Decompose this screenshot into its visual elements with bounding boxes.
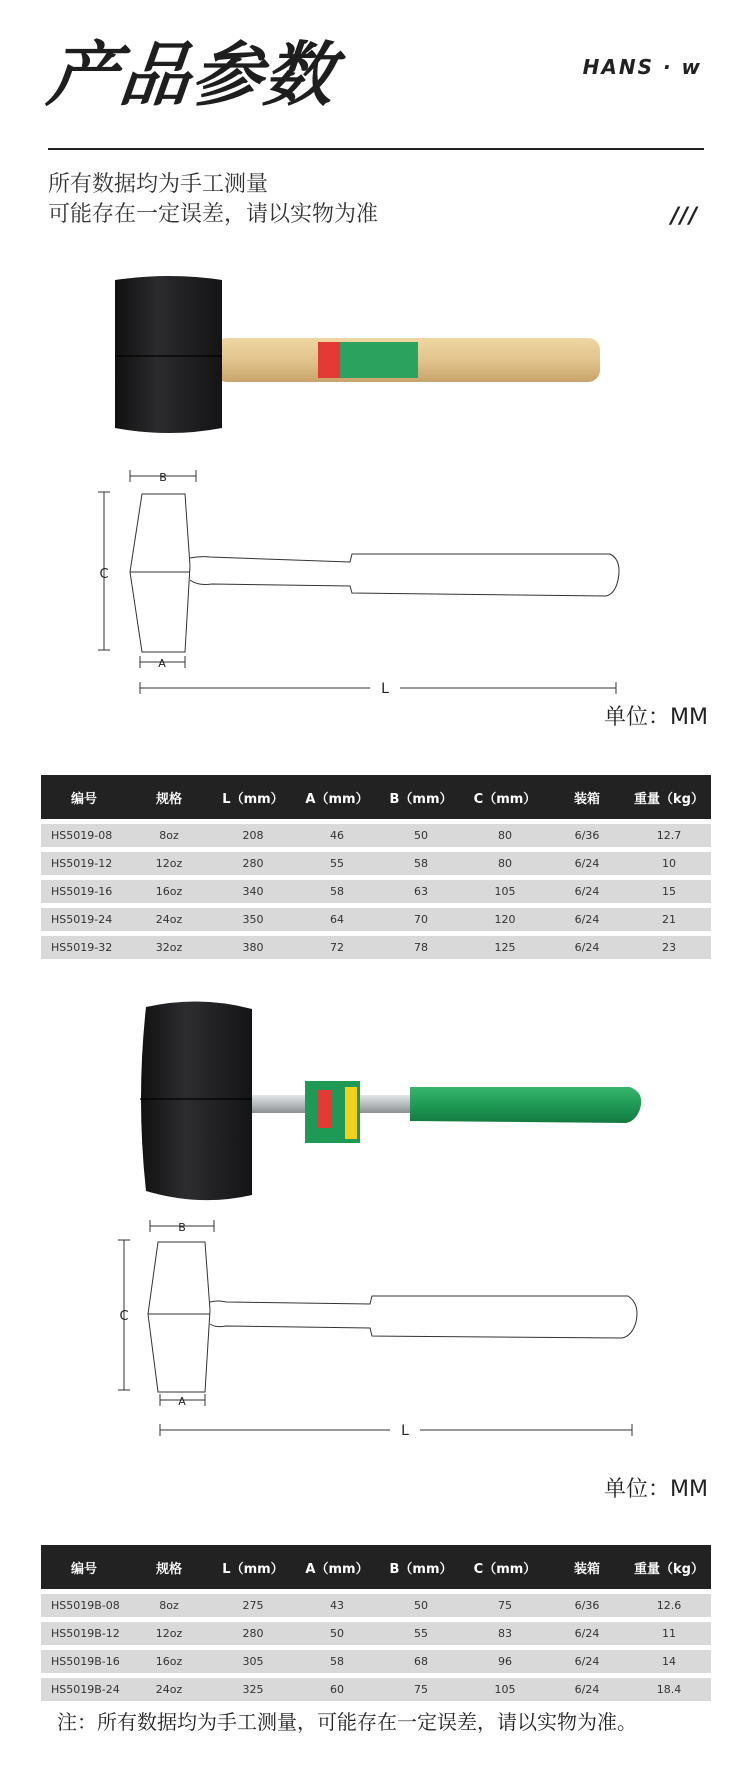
- decorative-slashes: ///: [670, 204, 698, 229]
- table-cell: 72: [295, 936, 379, 959]
- table-header-row: [41, 1545, 711, 1589]
- table-cell: 63: [379, 880, 463, 903]
- table-header-row: [41, 775, 711, 819]
- table-cell: 120: [463, 908, 547, 931]
- table-cell: 12oz: [127, 852, 211, 875]
- table-cell: 12.6: [627, 1594, 711, 1617]
- measurement-note-line2: 可能存在一定误差，请以实物为准: [48, 202, 379, 227]
- table-cell: 46: [295, 824, 379, 847]
- table-cell: HS5019-32: [41, 936, 127, 959]
- col-header-weight: 重量（kg）: [627, 1545, 711, 1589]
- table-row: [41, 852, 711, 875]
- spec-table-1: [41, 770, 711, 964]
- table-cell: 70: [379, 908, 463, 931]
- table-cell: 10: [627, 852, 711, 875]
- table-cell: 68: [379, 1650, 463, 1673]
- table-cell: 280: [211, 852, 295, 875]
- rubber-head-2: [141, 1001, 252, 1200]
- table-cell: 80: [463, 824, 547, 847]
- table-cell: 6/24: [547, 908, 627, 931]
- table-cell: 275: [211, 1594, 295, 1617]
- table-cell: 23: [627, 936, 711, 959]
- label-l-2: L: [401, 1423, 409, 1439]
- table-cell: 6/24: [547, 936, 627, 959]
- table-cell: 60: [295, 1678, 379, 1701]
- table-cell: 14: [627, 1650, 711, 1673]
- table-cell: HS5019-08: [41, 824, 127, 847]
- measurement-note-line1: 所有数据均为手工测量: [48, 172, 269, 197]
- table-cell: HS5019B-16: [41, 1650, 127, 1673]
- table-cell: 24oz: [127, 908, 211, 931]
- table-cell: 105: [463, 880, 547, 903]
- table-row: [41, 1678, 711, 1701]
- table-cell: 280: [211, 1622, 295, 1645]
- table-cell: 6/24: [547, 1678, 627, 1701]
- table-cell: HS5019B-08: [41, 1594, 127, 1617]
- table-row: [41, 936, 711, 959]
- table-cell: 16oz: [127, 1650, 211, 1673]
- table-cell: 80: [463, 852, 547, 875]
- label-b-2: B: [178, 1221, 186, 1234]
- table-cell: 6/24: [547, 880, 627, 903]
- table-cell: 75: [379, 1678, 463, 1701]
- col-header-a: A（mm）: [295, 775, 379, 819]
- table-cell: 6/24: [547, 1650, 627, 1673]
- table-cell: 96: [463, 1650, 547, 1673]
- table-cell: HS5019-16: [41, 880, 127, 903]
- table-cell: 43: [295, 1594, 379, 1617]
- table-cell: 6/36: [547, 1594, 627, 1617]
- table-cell: 64: [295, 908, 379, 931]
- table-cell: 16oz: [127, 880, 211, 903]
- fiberglass-mallet-photo: [0, 995, 750, 1205]
- spec-table-2: [41, 1540, 711, 1706]
- table-cell: 58: [379, 852, 463, 875]
- table-cell: 105: [463, 1678, 547, 1701]
- col-header-c: C（mm）: [463, 1545, 547, 1589]
- wood-mallet-photo: [0, 260, 750, 480]
- green-grip: [410, 1087, 641, 1123]
- table-cell: 380: [211, 936, 295, 959]
- col-header-code: 编号: [41, 1545, 127, 1589]
- col-header-b: B（mm）: [379, 775, 463, 819]
- col-header-l: L（mm）: [211, 775, 295, 819]
- table-cell: 208: [211, 824, 295, 847]
- label-b: B: [159, 471, 167, 484]
- table-cell: HS5019B-24: [41, 1678, 127, 1701]
- dimension-diagram-2: [0, 1218, 750, 1443]
- table-row: [41, 880, 711, 903]
- table-row: [41, 1650, 711, 1673]
- col-header-code: 编号: [41, 775, 127, 819]
- table-cell: 8oz: [127, 824, 211, 847]
- table-cell: HS5019-12: [41, 852, 127, 875]
- table-cell: 6/24: [547, 852, 627, 875]
- table-cell: 58: [295, 1650, 379, 1673]
- table-cell: 75: [463, 1594, 547, 1617]
- col-header-c: C（mm）: [463, 775, 547, 819]
- table-cell: 50: [295, 1622, 379, 1645]
- header-divider: [48, 148, 704, 150]
- table-cell: 18.4: [627, 1678, 711, 1701]
- label-c: C: [99, 567, 109, 582]
- col-header-spec: 规格: [127, 1545, 211, 1589]
- table-cell: 125: [463, 936, 547, 959]
- table-cell: 6/24: [547, 1622, 627, 1645]
- table-row: [41, 1594, 711, 1617]
- col-header-a: A（mm）: [295, 1545, 379, 1589]
- col-header-packing: 装箱: [547, 1545, 627, 1589]
- col-header-b: B（mm）: [379, 1545, 463, 1589]
- unit-label-1: 单位：MM: [604, 705, 708, 730]
- table-cell: 12oz: [127, 1622, 211, 1645]
- table-cell: 58: [295, 880, 379, 903]
- table-cell: 83: [463, 1622, 547, 1645]
- label-a: A: [158, 657, 166, 670]
- col-header-weight: 重量（kg）: [627, 775, 711, 819]
- table-cell: 15: [627, 880, 711, 903]
- label-c-2: C: [119, 1309, 129, 1324]
- label-a-2: A: [178, 1395, 186, 1408]
- rubber-head: [115, 276, 222, 433]
- table-cell: 21: [627, 908, 711, 931]
- table-row: [41, 824, 711, 847]
- table-cell: 50: [379, 824, 463, 847]
- table-cell: 32oz: [127, 936, 211, 959]
- table-cell: 11: [627, 1622, 711, 1645]
- table-cell: 340: [211, 880, 295, 903]
- table-cell: 6/36: [547, 824, 627, 847]
- table-cell: 50: [379, 1594, 463, 1617]
- table-cell: 55: [379, 1622, 463, 1645]
- table-cell: 350: [211, 908, 295, 931]
- table-cell: 8oz: [127, 1594, 211, 1617]
- table-row: [41, 1622, 711, 1645]
- table-cell: HS5019-24: [41, 908, 127, 931]
- label-l: L: [381, 681, 389, 697]
- footer-note: 注：所有数据均为手工测量，可能存在一定误差，请以实物为准。: [57, 1710, 637, 1734]
- table-cell: 55: [295, 852, 379, 875]
- table-cell: 78: [379, 936, 463, 959]
- table-cell: 24oz: [127, 1678, 211, 1701]
- table-cell: HS5019B-12: [41, 1622, 127, 1645]
- table-cell: 305: [211, 1650, 295, 1673]
- page-title: 产品参数: [43, 34, 341, 116]
- col-header-l: L（mm）: [211, 1545, 295, 1589]
- col-header-spec: 规格: [127, 775, 211, 819]
- table-cell: 325: [211, 1678, 295, 1701]
- table-row: [41, 908, 711, 931]
- table-cell: 12.7: [627, 824, 711, 847]
- brand-logo: HANS · w: [582, 55, 702, 79]
- col-header-packing: 装箱: [547, 775, 627, 819]
- dimension-diagram-1: [0, 462, 750, 702]
- unit-label-2: 单位：MM: [604, 1477, 708, 1502]
